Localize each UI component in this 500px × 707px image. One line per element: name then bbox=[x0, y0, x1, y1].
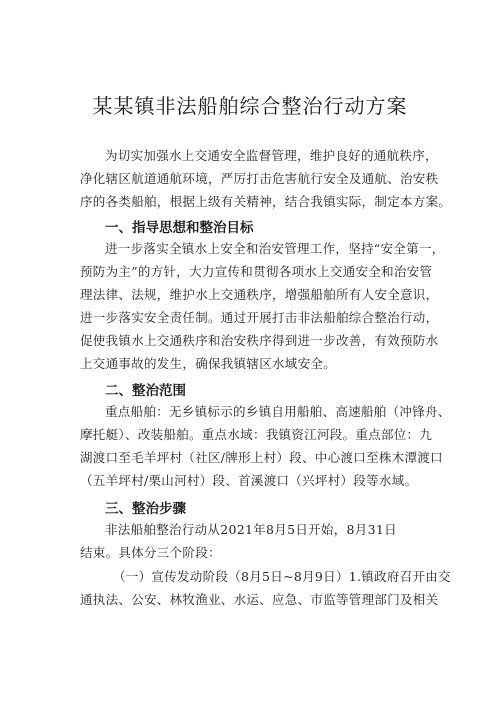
body-line: 摩托艇）、改装船舶。重点水域：我镇资江河段。重点部位：九 bbox=[80, 427, 433, 442]
body-line: 进一步落实全镇水上安全和治安管理工作，坚持“安全第一， bbox=[105, 241, 445, 256]
intro-line: 为切实加强水上交通安全监督管理，维护良好的通航秩序， bbox=[105, 148, 438, 163]
body-line: 促使我镇水上交通秩序和治安秩序得到进一步改善，有效预防水 bbox=[80, 333, 439, 348]
document-title: 某某镇非法船舶综合整治行动方案 bbox=[92, 94, 408, 118]
body-line: （一）宣传发动阶段（8月5日~8月9日）1.镇政府召开由交 bbox=[113, 569, 451, 584]
body-line: （五羊坪村/栗山河村）段、首溪渡口（兴坪村）段等水域。 bbox=[80, 473, 418, 488]
body-line: 进一步落实安全责任制。通过开展打击非法船舶综合整治行动， bbox=[80, 310, 439, 325]
body-line: 重点船舶：无乡镇标示的乡镇自用船舶、高速船舶（冲锋舟、 bbox=[105, 404, 451, 419]
body-line: 通执法、公安、林牧渔业、水运、应急、市监等管理部门及相关 bbox=[80, 592, 439, 607]
body-line: 非法船舶整治行动从2021年8月5日开始，8月31日 bbox=[105, 522, 397, 537]
section-heading: 三、整治步骤 bbox=[105, 501, 186, 517]
body-line: 预防为主”的方针，大力宣传和贯彻各项水上交通安全和治安管 bbox=[80, 264, 433, 279]
section-heading: 二、整治范围 bbox=[105, 383, 186, 399]
section-heading: 一、指导思想和整治目标 bbox=[105, 220, 254, 236]
body-line: 湖渡口至毛羊坪村（社区/牌形上村）段、中心渡口至株木潭渡口 bbox=[80, 450, 443, 465]
body-line: 理法律、法规，维护水上交通秩序，增强船舶所有人安全意识， bbox=[80, 287, 439, 302]
intro-line: 序的各类船舶，根据上级有关精神，结合我镇实际，制定本方案。 bbox=[80, 194, 452, 209]
intro-line: 净化辖区航道通航环境，严厉打击危害航行安全及通航、治安秩 bbox=[80, 171, 439, 186]
body-line: 结束。具体分三个阶段： bbox=[80, 545, 221, 560]
body-line: 上交通事故的发生，确保我镇辖区水域安全。 bbox=[80, 356, 337, 371]
